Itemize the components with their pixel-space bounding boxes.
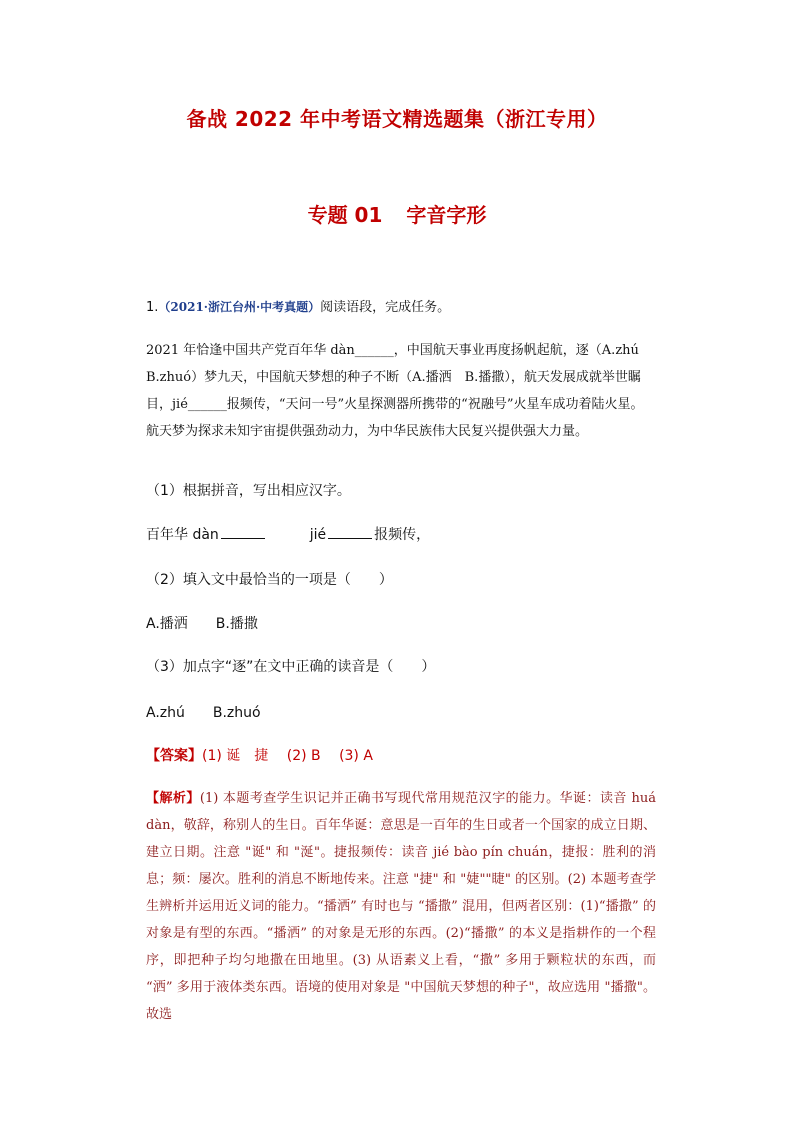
- sub-question-2-options: A.播洒 B.播撒: [146, 616, 258, 632]
- question-instruction: 阅读语段，完成任务。: [320, 300, 451, 315]
- topic-name: 字音字形: [406, 203, 487, 227]
- blank-1[interactable]: [221, 524, 265, 539]
- answer-line: [146, 745, 373, 765]
- reading-passage: 2021 年恰逢中国共产党百年华 dàn______，中国航天事业再度扬帆起航，逐（A.zhú B.zhuó）梦九天，中国航天梦想的种子不断（A.播洒 B.播撒），航天发展成就举世瞩目，jié______报频传，“天问一号”火星探测器所携带的“祝融号”火星车成功着陆火星。航天梦为探求未知宇宙提供强劲动力，为中华民族伟大民复兴提供强大力量。: [146, 343, 644, 439]
- document-title: 备战 2022 年中考语文精选题集（浙江专用）: [186, 107, 608, 131]
- question-header: [146, 296, 656, 315]
- answer-label: 【答案】: [146, 748, 202, 764]
- sub-question-1-blanks: [146, 524, 430, 544]
- sub-question-2-prompt: （2）填入文中最恰当的一项是（ ）: [146, 572, 393, 588]
- topic-number: 专题 01: [307, 203, 383, 227]
- sub-question-1-prompt: （1）根据拼音，写出相应汉字。: [146, 483, 351, 499]
- answer-text: (1) 诞 捷 (2) B (3) A: [202, 748, 373, 764]
- analysis-text: (1) 本题考查学生识记并正确书写现代常用规范汉字的能力。华诞：读音 huá dàn，敬辞，称别人的生日。百年华诞：意思是一百年的生日或者一个国家的成立日期、建立日期。注意 "诞" 和 "涎"。捷报频传：读音 jié bào pín chuán，捷报：胜利的消息；频：屡次。胜利的消息不断地传来。注意 "捷" 和 "婕""睫" 的区别。(2) 本题考查学生辨析并运用近义词的能力。“播洒” 有时也与 “播撒” 混用，但两者区别：(1)“播撒” 的对象是有型的东西。“播洒” 的对象是无形的东西。(2)“播撒” 的本义是指耕作的一个程序，即把种子均匀地撒在田地里。(3) 从语素义上看，“撒” 多用于颗粒状的东西，而 “洒” 多用于液体类东西。语境的使用对象是 "中国航天梦想的种子"，故应选用 "播撒"。故选: [146, 791, 656, 1022]
- analysis-label: 【解析】: [146, 791, 200, 806]
- blank-2-suffix: 报频传，: [374, 527, 431, 543]
- question-number: 1.: [146, 300, 159, 315]
- question-source: （2021·浙江台州·中考真题）: [158, 300, 321, 314]
- blank-2-label: jié: [309, 527, 327, 543]
- blank-2[interactable]: [328, 524, 372, 539]
- analysis-section: [146, 785, 656, 1028]
- topic-heading: [0, 199, 794, 228]
- sub-question-3-options: A.zhú B.zhuó: [146, 705, 261, 721]
- sub-question-3-prompt: （3）加点字“逐”在文中正确的读音是（ ）: [146, 659, 436, 675]
- blank-1-label: 百年华 dàn: [146, 527, 219, 543]
